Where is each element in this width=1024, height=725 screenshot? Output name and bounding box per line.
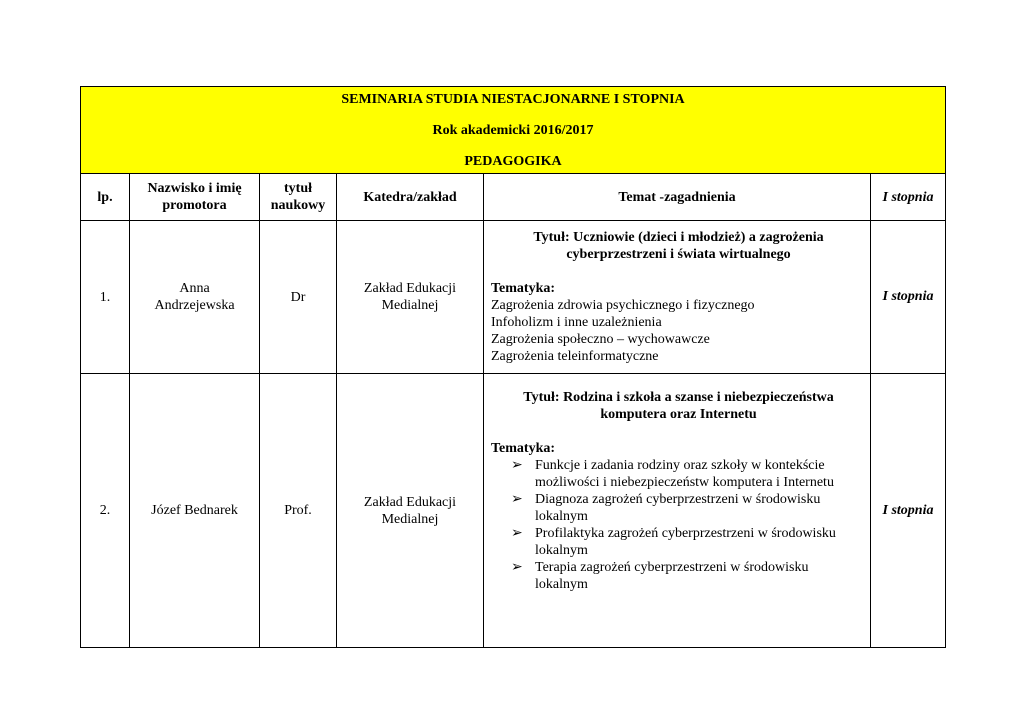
topic-title bbox=[491, 389, 866, 423]
row-department bbox=[337, 221, 484, 374]
row-lp: 1. bbox=[81, 221, 130, 374]
topics-label: Tematyka: bbox=[491, 441, 556, 456]
seminar-table bbox=[80, 86, 946, 648]
list-item-line-2: lokalnym bbox=[535, 509, 588, 524]
topics-label: Tematyka: bbox=[491, 281, 556, 296]
supervisor-first-name: Anna bbox=[179, 281, 210, 296]
topic-item: Infoholizm i inne uzależnienia bbox=[491, 315, 662, 330]
col-name-line-2: promotora bbox=[162, 198, 227, 213]
topic-title-line-1: Tytuł: Uczniowie (dzieci i młodzież) a zagrożenia bbox=[533, 230, 824, 245]
col-department: Katedra/zakład bbox=[337, 174, 484, 221]
row-academic-title: Prof. bbox=[260, 374, 337, 648]
list-item-line-1: Funkcje i zadania rodziny oraz szkoły w kontekście bbox=[535, 458, 825, 473]
topic-item: Zagrożenia społeczno – wychowawcze bbox=[491, 332, 710, 347]
topic-title bbox=[491, 229, 866, 263]
topic-title-line-2: komputera oraz Internetu bbox=[600, 407, 757, 422]
list-item-line-2: możliwości i niebezpieczeństw komputera i Internetu bbox=[535, 475, 834, 490]
row-supervisor bbox=[130, 374, 260, 648]
col-title-line-2: naukowy bbox=[270, 198, 326, 213]
row-topic bbox=[484, 221, 871, 374]
list-item bbox=[511, 491, 866, 525]
row-lp: 2. bbox=[81, 374, 130, 648]
column-header-row bbox=[81, 174, 946, 221]
header-field: PEDAGOGIKA bbox=[464, 154, 562, 169]
col-level: I stopnia bbox=[871, 174, 946, 221]
col-topic: Temat -zagadnienia bbox=[484, 174, 871, 221]
supervisor-name: Józef Bednarek bbox=[151, 503, 238, 518]
list-item-line-1: Terapia zagrożeń cyberprzestrzeni w środowisku bbox=[535, 560, 809, 575]
topic-item: Zagrożenia teleinformatyczne bbox=[491, 349, 659, 364]
arrow-bullet-icon: ➢ bbox=[511, 492, 523, 507]
table-row bbox=[81, 221, 946, 374]
col-name-line-1: Nazwisko i imię bbox=[147, 181, 242, 196]
list-item bbox=[511, 559, 866, 593]
row-level: I stopnia bbox=[871, 374, 946, 648]
topic-item: Zagrożenia zdrowia psychicznego i fizycznego bbox=[491, 298, 755, 313]
department-line-1: Zakład Edukacji bbox=[363, 494, 457, 510]
header-line-1: SEMINARIA STUDIA NIESTACJONARNE I STOPNIA bbox=[341, 92, 685, 107]
row-level: I stopnia bbox=[871, 221, 946, 374]
department-line-2: Medialnej bbox=[381, 511, 439, 527]
row-academic-title: Dr bbox=[260, 221, 337, 374]
list-item-line-1: Profilaktyka zagrożeń cyberprzestrzeni w środowisku bbox=[535, 526, 836, 541]
header-academic-year: Rok akademicki 2016/2017 bbox=[432, 123, 594, 138]
topic-list bbox=[491, 457, 866, 593]
table-header-banner bbox=[81, 87, 946, 174]
department-line-1: Zakład Edukacji bbox=[363, 281, 457, 296]
list-item-line-2: lokalnym bbox=[535, 543, 588, 558]
col-name bbox=[130, 174, 260, 221]
topic-title-line-2: cyberprzestrzeni i świata wirtualnego bbox=[566, 247, 791, 262]
topic-title-line-1: Tytuł: Rodzina i szkoła a szanse i niebezpieczeństwa bbox=[523, 390, 834, 405]
col-title bbox=[260, 174, 337, 221]
list-item bbox=[511, 525, 866, 559]
arrow-bullet-icon: ➢ bbox=[511, 526, 523, 541]
row-supervisor bbox=[130, 221, 260, 374]
table-row bbox=[81, 374, 946, 648]
col-title-line-1: tytuł bbox=[284, 181, 312, 196]
list-item-line-2: lokalnym bbox=[535, 577, 588, 592]
list-item bbox=[511, 457, 866, 491]
arrow-bullet-icon: ➢ bbox=[511, 560, 523, 575]
supervisor-last-name: Andrzejewska bbox=[154, 298, 235, 313]
col-lp: lp. bbox=[81, 174, 130, 221]
list-item-line-1: Diagnoza zagrożeń cyberprzestrzeni w środowisku bbox=[535, 492, 821, 507]
department-line-2: Medialnej bbox=[381, 298, 439, 313]
arrow-bullet-icon: ➢ bbox=[511, 458, 523, 473]
row-department bbox=[337, 374, 484, 648]
row-topic bbox=[484, 374, 871, 648]
